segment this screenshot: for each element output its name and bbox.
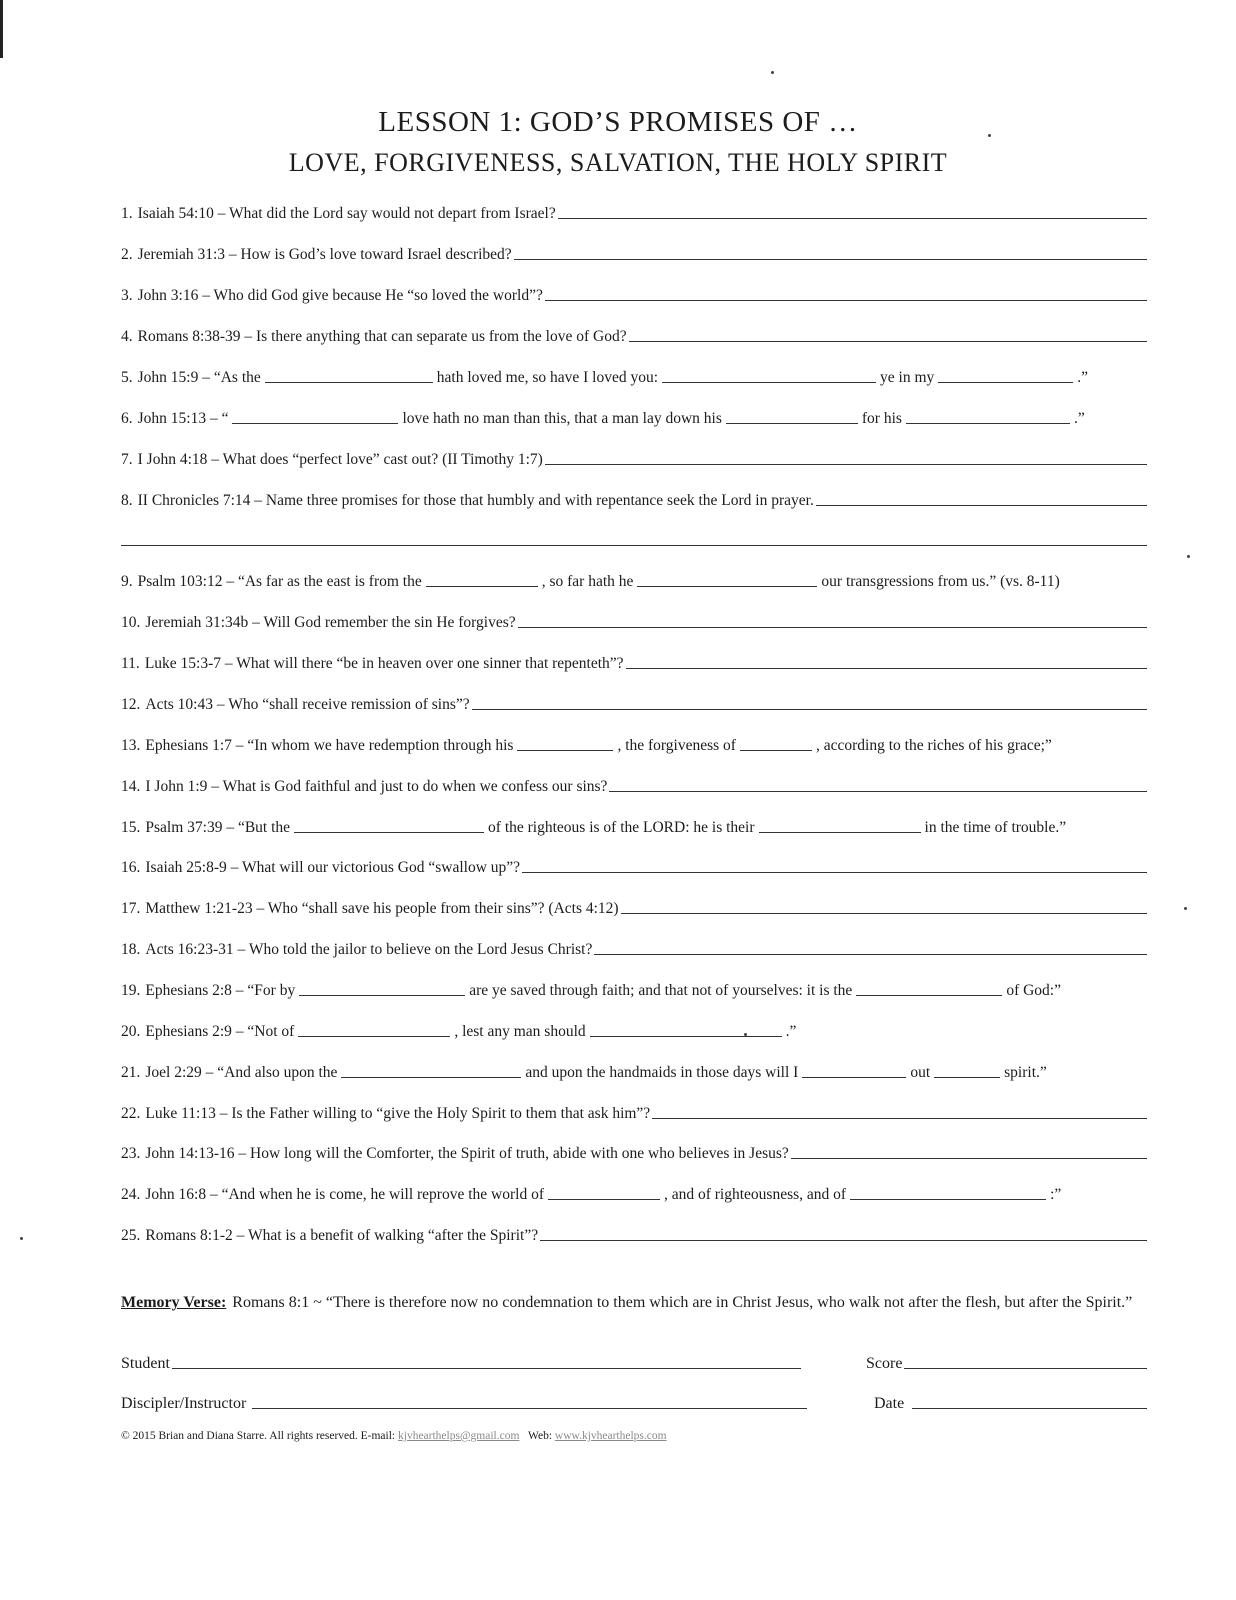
memory-verse <box>121 1292 1151 1313</box>
answer-blank[interactable] <box>856 995 1002 996</box>
question-text: of God:” <box>1006 982 1061 999</box>
scan-speck <box>1184 907 1187 910</box>
question-22 <box>121 1099 1147 1123</box>
question-number: 19. <box>121 982 141 999</box>
question-5 <box>121 363 1147 387</box>
question-text: Romans 8:1-2 – What is a benefit of walking “after the Spirit”? <box>145 1227 539 1244</box>
question-number: 15. <box>121 819 141 836</box>
question-text: our transgressions from us.” (vs. 8-11) <box>821 573 1060 590</box>
lesson-title: LESSON 1: GOD’S PROMISES OF … <box>378 106 858 138</box>
question-text: hath loved me, so have I loved you: <box>436 369 659 386</box>
question-17 <box>121 894 1147 918</box>
answer-blank[interactable] <box>637 586 817 587</box>
answer-line[interactable] <box>545 464 1147 465</box>
question-2 <box>121 240 1147 264</box>
answer-blank[interactable] <box>426 586 538 587</box>
question-number: 25. <box>121 1227 141 1244</box>
score-row <box>866 1349 1147 1373</box>
question-text: Isaiah 25:8-9 – What will our victorious God “swallow up”? <box>145 859 521 876</box>
question-number: 18. <box>121 941 141 958</box>
question-number: 1. <box>121 205 133 222</box>
answer-blank[interactable] <box>265 382 433 383</box>
question-number: 7. <box>121 451 133 468</box>
question-number: 3. <box>121 287 133 304</box>
question-text: , so far hath he <box>541 573 634 590</box>
answer-blank[interactable] <box>726 423 858 424</box>
question-14 <box>121 772 1147 796</box>
answer-blank[interactable] <box>759 832 921 833</box>
question-text: John 15:13 – “ <box>137 410 229 427</box>
footer <box>121 1430 667 1442</box>
answer-line[interactable] <box>522 872 1147 873</box>
answer-blank[interactable] <box>232 423 398 424</box>
answer-line[interactable] <box>514 259 1147 260</box>
question-number: 16. <box>121 859 141 876</box>
question-16 <box>121 853 1147 877</box>
answer-line[interactable] <box>594 954 1147 955</box>
question-text: Acts 10:43 – Who “shall receive remission of sins”? <box>145 696 470 713</box>
question-number: 5. <box>121 369 133 386</box>
question-6 <box>121 404 1147 428</box>
question-7 <box>121 445 1147 469</box>
question-text: .” <box>1077 369 1089 386</box>
student-row <box>121 1349 801 1373</box>
copyright-text: © 2015 Brian and Diana Starre. All rights reserved. E-mail: <box>121 1430 396 1442</box>
question-text: Romans 8:38-39 – Is there anything that can separate us from the love of God? <box>137 328 627 345</box>
question-1 <box>121 199 1147 223</box>
question-24 <box>121 1180 1147 1204</box>
answer-line[interactable] <box>545 300 1147 301</box>
answer-line[interactable] <box>621 913 1147 914</box>
question-text: out <box>910 1064 931 1081</box>
question-number: 11. <box>121 655 140 672</box>
question-21 <box>121 1058 1147 1082</box>
answer-line[interactable] <box>629 341 1147 342</box>
question-text: I John 4:18 – What does “perfect love” cast out? (II Timothy 1:7) <box>137 451 543 468</box>
memory-verse-label: Memory Verse: <box>121 1294 227 1311</box>
question-text: , and of righteousness, and of <box>663 1186 847 1203</box>
question-number: 2. <box>121 246 133 263</box>
answer-line[interactable] <box>791 1158 1147 1159</box>
question-number: 20. <box>121 1023 141 1040</box>
question-text: .” <box>1073 410 1085 427</box>
answer-line[interactable] <box>609 791 1147 792</box>
answer-line-extra[interactable] <box>121 545 1147 546</box>
answer-blank[interactable] <box>299 995 465 996</box>
answer-blank[interactable] <box>934 1077 1000 1078</box>
student-field[interactable] <box>172 1368 801 1369</box>
answer-blank[interactable] <box>548 1199 660 1200</box>
answer-line[interactable] <box>540 1240 1147 1241</box>
question-text: :” <box>1050 1186 1062 1203</box>
answer-line[interactable] <box>626 668 1147 669</box>
date-label: Date <box>874 1395 905 1412</box>
question-text: , according to the riches of his grace;” <box>815 737 1052 754</box>
web-label: Web: <box>528 1430 553 1442</box>
question-text: , lest any man should <box>454 1023 586 1040</box>
question-text: Psalm 37:39 – “But the <box>145 819 291 836</box>
question-number: 21. <box>121 1064 141 1081</box>
question-text: Psalm 103:12 – “As far as the east is from the <box>137 573 422 590</box>
answer-blank[interactable] <box>517 750 613 751</box>
question-text: Ephesians 2:8 – “For by <box>145 982 296 999</box>
question-number: 23. <box>121 1145 141 1162</box>
question-text: Luke 11:13 – Is the Father willing to “give the Holy Spirit to them that ask him”? <box>145 1105 651 1122</box>
scan-speck <box>20 1237 23 1240</box>
question-13 <box>121 731 1147 755</box>
answer-blank[interactable] <box>341 1077 521 1078</box>
answer-line[interactable] <box>518 627 1147 628</box>
discipler-label: Discipler/Instructor <box>121 1395 247 1412</box>
question-text: John 15:9 – “As the <box>137 369 261 386</box>
question-text: for his <box>861 410 902 427</box>
question-text: Matthew 1:21-23 – Who “shall save his people from their sins”? (Acts 4:12) <box>145 900 619 917</box>
question-23 <box>121 1139 1147 1163</box>
question-3 <box>121 281 1147 305</box>
question-number: 22. <box>121 1105 141 1122</box>
date-field[interactable] <box>912 1408 1147 1409</box>
answer-line[interactable] <box>472 709 1147 710</box>
question-text: Joel 2:29 – “And also upon the <box>145 1064 338 1081</box>
memory-verse-text: Romans 8:1 ~ “There is therefore now no condemnation to them which are in Christ Jesus, who walk not after the flesh, but after the Spirit.” <box>232 1294 1133 1311</box>
question-text: Ephesians 2:9 – “Not of <box>145 1023 295 1040</box>
question-number: 6. <box>121 410 133 427</box>
question-20 <box>121 1017 1147 1041</box>
student-label: Student <box>121 1355 170 1372</box>
question-text: Jeremiah 31:3 – How is God’s love toward Israel described? <box>137 246 512 263</box>
answer-blank[interactable] <box>298 1036 450 1037</box>
email-link[interactable]: kjvhearthelps@gmail.com <box>398 1430 520 1442</box>
scan-speck <box>744 1033 747 1036</box>
score-field[interactable] <box>904 1368 1147 1369</box>
answer-blank[interactable] <box>294 832 484 833</box>
question-text: in the time of trouble.” <box>924 819 1067 836</box>
question-text: , the forgiveness of <box>617 737 736 754</box>
answer-line[interactable] <box>558 218 1147 219</box>
question-text: spirit.” <box>1004 1064 1047 1081</box>
answer-blank[interactable] <box>802 1077 906 1078</box>
question-19 <box>121 976 1147 1000</box>
scan-speck <box>771 71 774 74</box>
question-text: Isaiah 54:10 – What did the Lord say would not depart from Israel? <box>137 205 556 222</box>
question-text: and upon the handmaids in those days will I <box>525 1064 799 1081</box>
page-edge-mark <box>0 0 3 58</box>
question-12 <box>121 690 1147 714</box>
question-text: .” <box>785 1023 797 1040</box>
question-text: of the righteous is of the LORD: he is their <box>488 819 755 836</box>
question-text: Jeremiah 31:34b – Will God remember the sin He forgives? <box>145 614 516 631</box>
question-text: John 16:8 – “And when he is come, he will reprove the world of <box>145 1186 544 1203</box>
answer-line[interactable] <box>652 1118 1147 1119</box>
web-link[interactable]: www.kjvhearthelps.com <box>554 1430 667 1442</box>
answer-blank[interactable] <box>938 382 1073 383</box>
answer-blank[interactable] <box>906 423 1070 424</box>
answer-blank[interactable] <box>740 750 812 751</box>
question-text: I John 1:9 – What is God faithful and just to do when we confess our sins? <box>145 778 608 795</box>
question-8 <box>121 486 1147 510</box>
question-number: 17. <box>121 900 141 917</box>
question-text: love hath no man than this, that a man lay down his <box>402 410 722 427</box>
scan-speck <box>1187 555 1190 558</box>
question-text: Luke 15:3-7 – What will there “be in heaven over one sinner that repenteth”? <box>144 655 624 672</box>
question-number: 8. <box>121 492 133 509</box>
question-11 <box>121 649 1147 673</box>
question-number: 14. <box>121 778 141 795</box>
question-number: 4. <box>121 328 133 345</box>
question-18 <box>121 935 1147 959</box>
question-number: 13. <box>121 737 141 754</box>
question-9 <box>121 567 1147 591</box>
answer-line[interactable] <box>816 505 1147 506</box>
question-text: ye in my <box>880 369 935 386</box>
lesson-subtitle: LOVE, FORGIVENESS, SALVATION, THE HOLY SPIRIT <box>288 148 948 177</box>
score-label: Score <box>866 1355 903 1372</box>
question-10 <box>121 608 1147 632</box>
discipler-row <box>121 1389 807 1413</box>
question-text: John 3:16 – Who did God give because He “so loved the world”? <box>137 287 543 304</box>
question-number: 9. <box>121 573 133 590</box>
scan-speck <box>988 134 991 137</box>
question-text: Acts 16:23-31 – Who told the jailor to believe on the Lord Jesus Christ? <box>145 941 593 958</box>
question-number: 10. <box>121 614 141 631</box>
question-text: Ephesians 1:7 – “In whom we have redemption through his <box>145 737 514 754</box>
question-text: are ye saved through faith; and that not of yourselves: it is the <box>469 982 853 999</box>
answer-blank[interactable] <box>850 1199 1046 1200</box>
answer-blank[interactable] <box>590 1036 782 1037</box>
question-4 <box>121 322 1147 346</box>
question-text: II Chronicles 7:14 – Name three promises for those that humbly and with repentance seek the Lord in prayer. <box>137 492 814 509</box>
discipler-field[interactable] <box>252 1408 807 1409</box>
question-25 <box>121 1221 1147 1245</box>
date-row <box>874 1389 1147 1413</box>
question-text: John 14:13-16 – How long will the Comforter, the Spirit of truth, abide with one who believes in Jesus? <box>145 1145 789 1162</box>
answer-blank[interactable] <box>662 382 876 383</box>
question-number: 12. <box>121 696 141 713</box>
question-number: 24. <box>121 1186 141 1203</box>
question-15 <box>121 813 1147 837</box>
